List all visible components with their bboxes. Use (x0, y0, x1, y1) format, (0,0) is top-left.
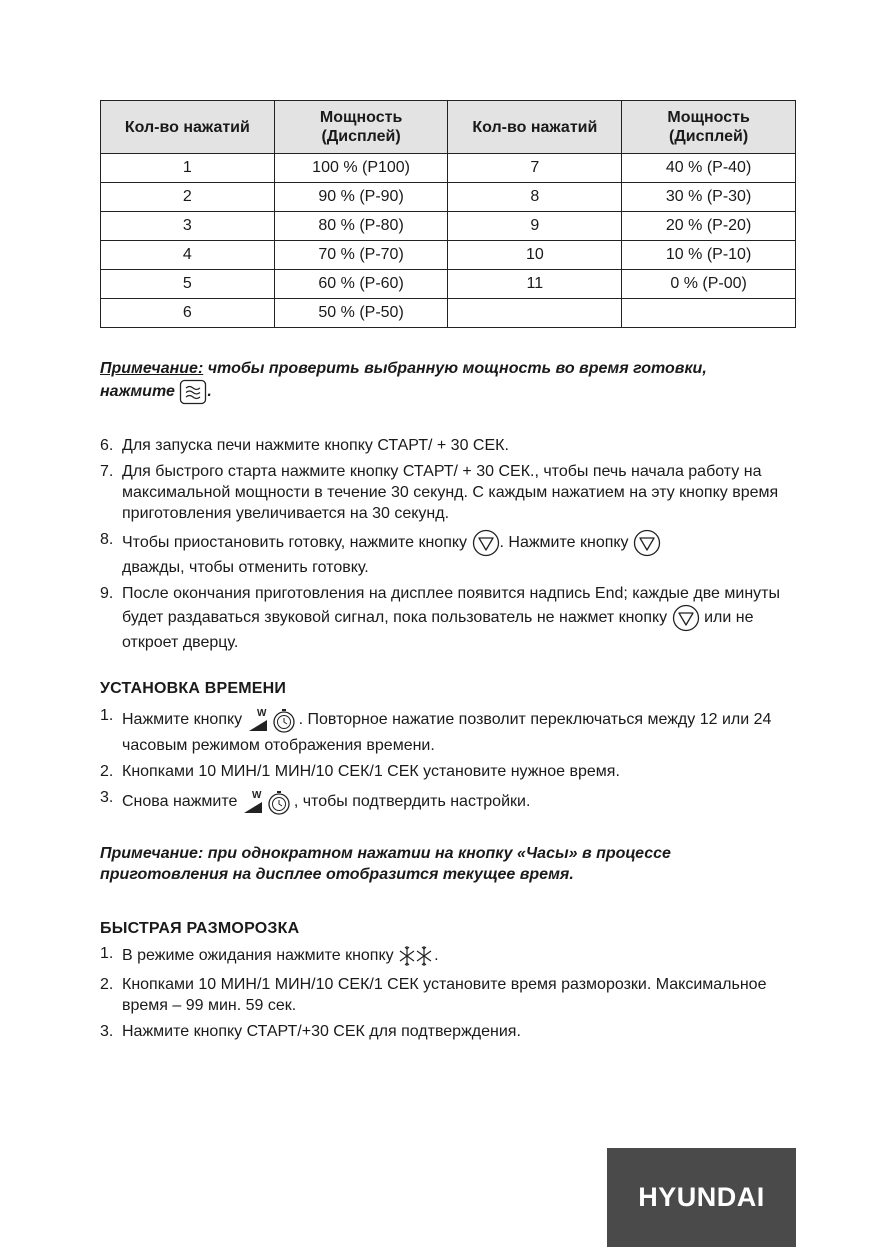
weight-clock-icon (247, 708, 299, 728)
svg-text:W: W (251, 790, 262, 801)
table-cell: 0 % (P-00) (622, 270, 796, 299)
list-item: 2. Кнопками 10 МИН/1 МИН/10 СЕК/1 СЕК установите нужное время. (100, 763, 620, 780)
list-item: 1. В режиме ожидания нажмите кнопку . (100, 945, 439, 965)
time-steps (100, 705, 800, 822)
list-item: 7. Для быстрого старта нажмите кнопку СТАРТ/ + 30 СЕК., чтобы печь начала работу на максимальной мощности в течение 30 секунд. С каждым нажатием на эту кнопку время приготовления увеличивается на 30 секунд. (100, 463, 779, 522)
snowflake-icon (398, 947, 434, 964)
list-item: 6. Для запуска печи нажмите кнопку СТАРТ/ + 30 СЕК. (100, 437, 509, 454)
table-cell: 50 % (P-50) (274, 299, 448, 328)
table-row (101, 154, 796, 183)
stop-cancel-icon (633, 534, 661, 551)
brand-logo: HYUNDAI (607, 1148, 796, 1247)
table-row (101, 212, 796, 241)
table-cell: 8 (448, 183, 622, 212)
table-cell: 4 (101, 241, 275, 270)
table-cell: 90 % (P-90) (274, 183, 448, 212)
list-item: 1. Нажмите кнопку W . Повторное нажатие позволит переключаться между 12 или 24 часовым режимом отображения времени. (100, 707, 772, 754)
list-item: 2. Кнопками 10 МИН/1 МИН/10 СЕК/1 СЕК установите время разморозки. Максимальное время – 99 мин. 59 сек. (100, 976, 767, 1014)
table-row (101, 183, 796, 212)
section-title-time: УСТАНОВКА ВРЕМЕНИ (100, 680, 287, 697)
note-prefix: Примечание: (100, 360, 204, 377)
power-level-table (100, 100, 796, 328)
table-cell (622, 299, 796, 328)
note-check-power: Примечание: чтобы проверить выбранную мощность во время готовки, нажмите . (100, 358, 707, 405)
table-cell: 2 (101, 183, 275, 212)
table-cell: 80 % (P-80) (274, 212, 448, 241)
list-item: 3. Снова нажмите W , чтобы подтвердить настройки. (100, 787, 800, 817)
table-cell: 1 (101, 154, 275, 183)
header-power-2: Мощность (Дисплей) (622, 101, 796, 154)
header-presses-2: Кол-во нажатий (448, 101, 622, 154)
stop-cancel-icon (472, 534, 500, 551)
table-cell: 7 (448, 154, 622, 183)
weight-clock-icon (242, 790, 294, 810)
power-level-icon (179, 379, 207, 405)
table-cell (448, 299, 622, 328)
header-presses-1: Кол-во нажатий (101, 101, 275, 154)
defrost-steps (100, 943, 800, 1047)
table-cell: 5 (101, 270, 275, 299)
list-item: 8. Чтобы приостановить готовку, нажмите кнопку . Нажмите кнопку дважды, чтобы отменить готовку. (100, 529, 800, 578)
section-title-defrost: БЫСТРАЯ РАЗМОРОЗКА (100, 920, 300, 937)
stop-cancel-icon (672, 609, 700, 626)
table-row (101, 270, 796, 299)
cooking-steps (100, 435, 800, 658)
table-cell: 40 % (P-40) (622, 154, 796, 183)
note-clock: Примечание: при однократном нажатии на кнопку «Часы» в процессе приготовления на дисплее отобразится текущее время. (100, 845, 671, 883)
table-cell: 100 % (P100) (274, 154, 448, 183)
table-cell: 20 % (P-20) (622, 212, 796, 241)
table-header-row (101, 101, 796, 154)
table-cell: 10 % (P-10) (622, 241, 796, 270)
table-cell: 3 (101, 212, 275, 241)
table-cell: 9 (448, 212, 622, 241)
table-cell: 70 % (P-70) (274, 241, 448, 270)
list-item: 9. После окончания приготовления на дисплее появится надпись End; каждые две минуты будет раздаваться звуковой сигнал, пока пользователь не нажмет кнопку или не откроет дверцу. (100, 585, 780, 651)
table-cell: 11 (448, 270, 622, 299)
svg-text:W: W (256, 708, 267, 719)
table-row (101, 241, 796, 270)
table-cell: 10 (448, 241, 622, 270)
table-cell: 60 % (P-60) (274, 270, 448, 299)
table-row (101, 299, 796, 328)
table-cell: 30 % (P-30) (622, 183, 796, 212)
header-power-1: Мощность (Дисплей) (274, 101, 448, 154)
list-item: 3. Нажмите кнопку СТАРТ/+30 СЕК для подтверждения. (100, 1023, 521, 1040)
table-cell: 6 (101, 299, 275, 328)
